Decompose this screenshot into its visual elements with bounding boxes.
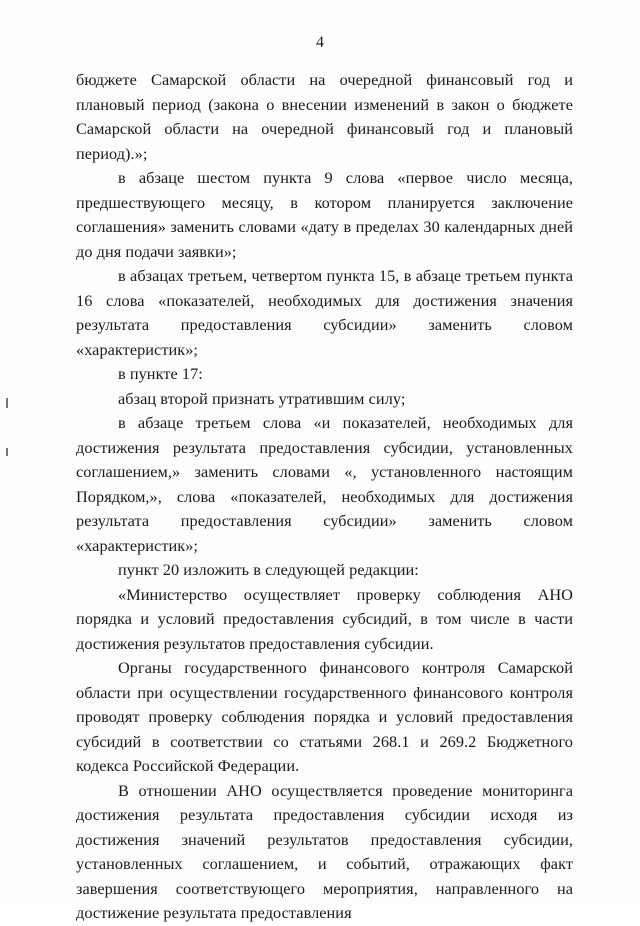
paragraph: Органы государственного финансового контроля Самарской области при осуществлении государственного финансового контроля проводят проверку соблюдения порядка и условий предоставления субсидий в соответствии со статьями 268.1 и 269.2 Бюджетного кодекса Российской Федерации. xyxy=(76,658,573,775)
paragraph: пункт 20 изложить в следующей редакции: xyxy=(118,560,419,579)
paragraph: в пункте 17: xyxy=(118,364,203,383)
margin-mark xyxy=(6,448,8,456)
paragraph: в абзацах третьем, четвертом пункта 15, в абзаце третьем пункта 16 слова «показателей, необходимых для достижения значения результата предоставления субсидии» заменить словом «характеристик»; xyxy=(76,266,573,359)
page-number: 4 xyxy=(316,34,324,51)
paragraph: в абзаце третьем слова «и показателей, необходимых для достижения результата предоставления субсидии, установленных соглашением,» заменить словами «, установленного настоящим Порядком,», слова «показателей, необходимых для достижения результата предоставления субсидии» заменить словом «характеристик»; xyxy=(76,413,573,555)
paragraph: абзац второй признать утратившим силу; xyxy=(118,388,406,408)
document-body xyxy=(76,68,573,926)
paragraph: «Министерство осуществляет проверку соблюдения АНО порядка и условий предоставления субсидий, в том числе в части достижения результатов предоставления субсидии. xyxy=(76,584,573,653)
margin-mark xyxy=(6,398,8,408)
paragraph-continuation: бюджете Самарской области на очередной финансовый год и плановый период (закона о внесении изменений в закон о бюджете Самарской области на очередной финансовый год и плановый период).»; xyxy=(76,70,573,163)
paragraph: В отношении АНО осуществляется проведение мониторинга достижения результата предоставления субсидии исходя из достижения значений результатов предоставления субсидии, установленных соглашением, и событий, отражающих факт завершения соответствующего мероприятия, направленного на достижение результата предоставления xyxy=(76,780,573,922)
paragraph: в абзаце шестом пункта 9 слова «первое число месяца, предшествующего месяцу, в котором планируется заключение соглашения» заменить словами «дату в пределах 30 календарных дней до дня подачи заявки»; xyxy=(76,168,573,261)
